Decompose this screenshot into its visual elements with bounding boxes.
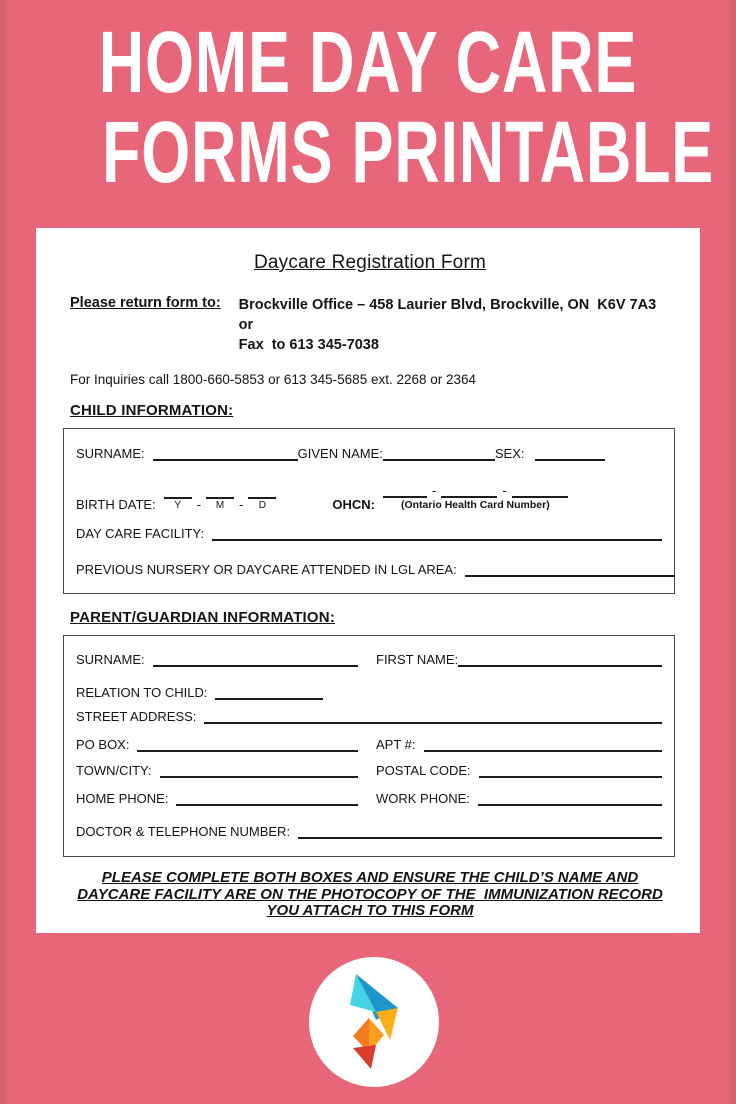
relation-label: RELATION TO CHILD: (76, 685, 208, 700)
phones-row (76, 791, 662, 806)
doctor-blank (298, 824, 662, 839)
ohcn-dash: - (502, 483, 507, 498)
birth-year-letter: Y (174, 500, 182, 511)
pobox-label: PO BOX: (76, 737, 130, 752)
child-info-heading: CHILD INFORMATION: (70, 402, 234, 419)
banner-title (0, 13, 736, 201)
postal-label: POSTAL CODE: (376, 763, 471, 778)
apt-col (376, 737, 662, 752)
printablee-logo-icon (350, 974, 398, 1070)
home-phone-label: HOME PHONE: (76, 791, 169, 806)
ohcn-dash: - (432, 483, 437, 498)
ohcn-blank-3 (512, 483, 568, 498)
town-col (76, 763, 376, 778)
pobox-blank (137, 737, 358, 752)
banner-title-line1: HOME DAY CARE (98, 13, 638, 111)
doctor-row (76, 824, 662, 839)
facility-row (76, 526, 662, 541)
work-phone-col (376, 791, 662, 806)
home-phone-col (76, 791, 376, 806)
child-given-name-blank (383, 446, 495, 461)
postal-col (376, 763, 662, 778)
form-title: Daycare Registration Form (253, 252, 487, 273)
completion-notice (70, 870, 670, 920)
notice-line3: YOU ATTACH TO THIS FORM (266, 902, 474, 919)
notice-line1: PLEASE COMPLETE BOTH BOXES AND ENSURE THE CHILD’S NAME AND (101, 869, 639, 886)
logo-facet-red (353, 1045, 376, 1069)
parent-name-row (76, 636, 662, 667)
birth-month-column (206, 484, 234, 512)
notice-line2: DAYCARE FACILITY ARE ON THE PHOTOCOPY OF THE IMMUNIZATION RECORD (77, 885, 663, 903)
child-name-row (76, 429, 662, 461)
birth-month-letter: M (215, 500, 225, 511)
child-surname-blank (153, 446, 298, 461)
parent-surname-label: SURNAME: (76, 652, 145, 667)
facility-label: DAY CARE FACILITY: (76, 526, 205, 541)
ohcn-blanks (383, 483, 568, 498)
town-label: TOWN/CITY: (76, 763, 152, 778)
postal-blank (479, 763, 662, 778)
street-address-label: STREET ADDRESS: (76, 709, 197, 724)
parent-info-heading: PARENT/GUARDIAN INFORMATION: (70, 609, 336, 626)
birth-date-label: BIRTH DATE: (76, 497, 156, 512)
pobox-apt-row (76, 737, 662, 752)
return-address-line1: Brockville Office – 458 Laurier Blvd, Brockville, ON K6V 7A3 or (238, 297, 661, 333)
parent-first-name-label: FIRST NAME: (376, 652, 459, 667)
return-to-label: Please return form to: (70, 295, 221, 311)
birth-year-blank (164, 484, 192, 499)
date-dash: - (196, 497, 202, 512)
return-address-line2: Fax to 613 345-7038 (238, 337, 379, 353)
previous-daycare-row (76, 562, 662, 577)
previous-daycare-label: PREVIOUS NURSERY OR DAYCARE ATTENDED IN LGL AREA: (76, 562, 457, 577)
previous-daycare-blank (465, 562, 675, 577)
child-sex-blank (535, 446, 605, 461)
birth-month-blank (206, 484, 234, 499)
pobox-col (76, 737, 376, 752)
birth-day-column (248, 484, 276, 512)
parent-first-name-col (376, 652, 662, 667)
return-to-row (70, 295, 670, 355)
parent-surname-col (76, 652, 376, 667)
work-phone-label: WORK PHONE: (376, 791, 470, 806)
brand-logo-circle (309, 957, 439, 1087)
parent-surname-blank (153, 652, 358, 667)
child-given-name-label: GIVEN NAME: (297, 446, 383, 461)
parent-first-name-blank (458, 652, 662, 667)
birth-year-column (164, 484, 192, 512)
birth-day-letter: D (258, 500, 266, 511)
relation-blank (215, 685, 323, 700)
relation-row (76, 685, 662, 700)
date-dash: - (239, 497, 244, 512)
form-page (36, 228, 700, 933)
birth-day-blank (248, 484, 276, 499)
child-info-box (63, 428, 675, 594)
ohcn-note: (Ontario Health Card Number) (400, 499, 550, 511)
parent-info-box (63, 635, 675, 857)
apt-blank (424, 737, 662, 752)
street-address-blank (204, 709, 662, 724)
home-phone-blank (176, 791, 358, 806)
return-to-address (239, 295, 670, 355)
work-phone-blank (478, 791, 662, 806)
ohcn-label: OHCN: (332, 497, 375, 512)
facility-blank (212, 526, 662, 541)
child-sex-label: SEX: (494, 446, 525, 461)
doctor-label: DOCTOR & TELEPHONE NUMBER: (76, 824, 291, 839)
inquiries-text: For Inquiries call 1800-660-5853 or 613 345-5685 ext. 2268 or 2364 (70, 372, 477, 387)
town-blank (160, 763, 358, 778)
apt-label: APT #: (376, 737, 416, 752)
town-postal-row (76, 763, 662, 778)
ohcn-blank-1 (383, 483, 427, 498)
child-surname-label: SURNAME: (76, 446, 145, 461)
ohcn-group (383, 483, 568, 512)
ohcn-blank-2 (441, 483, 497, 498)
banner-title-line2: FORMS PRINTABLE (102, 103, 715, 201)
street-address-row (76, 709, 662, 724)
birth-date-ohcn-row (76, 483, 662, 512)
